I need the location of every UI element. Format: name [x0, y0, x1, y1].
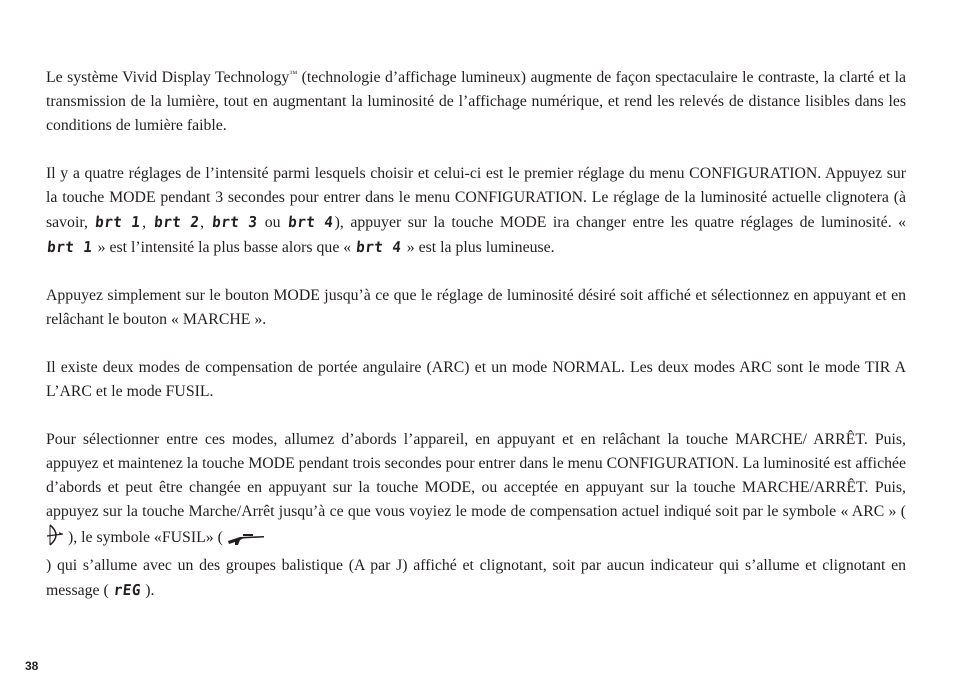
text: ) qui s’allume avec un des groupes balistique (A par J) affiché et clignotant, soit par aucun indicateur qui s’allume et clignotant en message ( [46, 557, 906, 599]
text: (technologie d’affichage lumineux) augmente de façon spectaculaire le contraste, la clarté et la transmission de la lumière, tout en augmentant la luminosité de l’affichage numérique, et rend les relevés de distance lisibles dans les conditions de lumière faible. [46, 69, 906, 134]
text: ), appuyer sur la touche MODE ira changer entre les quatre réglages de luminosité. « [334, 214, 907, 231]
text: , [142, 214, 153, 231]
page-number: 38 [25, 659, 39, 673]
paragraph-select-brightness: Appuyez simplement sur le bouton MODE jusqu’à ce que le réglage de luminosité désiré soit affiché et sélectionnez en appuyant et en relâchant le bouton « MARCHE ». [46, 287, 906, 328]
document-body [46, 62, 906, 627]
display-code-brt1: brt 1 [94, 213, 142, 231]
text: » est l’intensité la plus basse alors que « [93, 239, 356, 256]
display-code-reg: rEG [112, 581, 142, 599]
text: ou [258, 214, 287, 231]
bow-icon [46, 524, 64, 554]
rifle-icon [227, 530, 265, 554]
paragraph-vivid-display [46, 62, 906, 138]
display-code-brt3: brt 3 [210, 213, 258, 231]
text: ), le symbole «FUSIL» ( [64, 529, 227, 546]
paragraph-select-mode [46, 428, 906, 603]
display-code-brt4: brt 4 [355, 238, 403, 256]
paragraph-arc-modes: Il existe deux modes de compensation de portée angulaire (ARC) et un mode NORMAL. Les deux modes ARC sont le mode TIR A L’ARC et le mode FUSIL. [46, 359, 906, 400]
text: ). [141, 582, 155, 599]
display-code-brt2: brt 2 [152, 213, 200, 231]
text: Le système Vivid Display Technology [46, 69, 290, 86]
paragraph-brightness-settings [46, 162, 906, 260]
text: Pour sélectionner entre ces modes, allumez d’abords l’appareil, en appuyant et en relâchant la touche MARCHE/ ARRÊT. Puis, appuyez et maintenez la touche MODE pendant trois secondes pour entrer dans le menu CONFIGURATION. La luminosité est affichée d’abords et peut être changée en appuyant sur la touche MODE, ou acceptée en appuyant sur la touche MARCHE/ARRÊT. Puis, appuyez sur la touche Marche/Arrêt jusqu’à ce que vous voyiez le mode de compensation actuel indiqué soit par le symbole « ARC » ( [46, 431, 906, 520]
text: , [200, 214, 211, 231]
display-code-brt4: brt 4 [287, 213, 335, 231]
display-code-brt1: brt 1 [46, 238, 94, 256]
text: » est la plus lumineuse. [402, 239, 555, 256]
trademark: ™ [289, 69, 298, 78]
text: Il y a quatre réglages de l’intensité parmi lesquels choisir et celui-ci est le premier réglage du menu CONFIGURATION. Appuyez sur la touche MODE pendant 3 secondes pour entrer dans le menu CONFIGURATION. Le réglage de la luminosité actuelle clignotera (à savoir, [46, 165, 906, 231]
